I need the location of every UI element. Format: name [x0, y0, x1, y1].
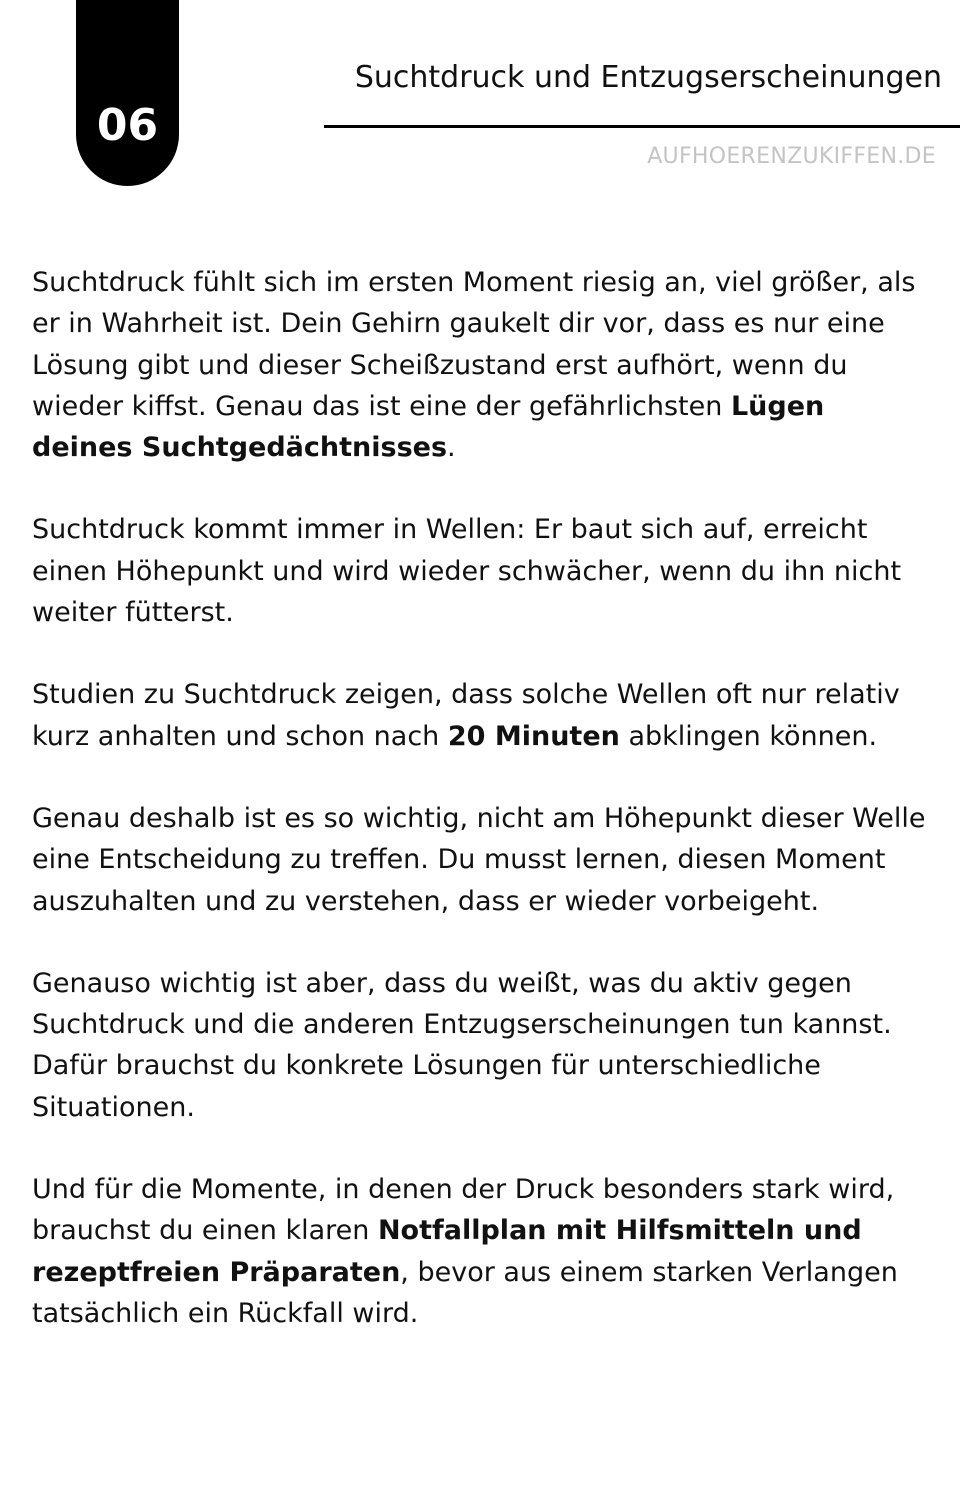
article-body	[32, 262, 932, 1375]
paragraph-text: , bevor aus einem starken Verlangen tatsächlich ein Rückfall wird.	[32, 1256, 898, 1329]
paragraph	[32, 509, 932, 633]
paragraph	[32, 963, 932, 1128]
paragraph	[32, 674, 932, 757]
paragraph-text: Suchtdruck kommt immer in Wellen: Er baut sich auf, erreicht einen Höhepunkt und wird wieder schwächer, wenn du ihn nicht weiter fütterst.	[32, 514, 902, 629]
paragraph-text: abklingen können.	[619, 720, 878, 752]
paragraph-text: .	[447, 432, 456, 464]
paragraph	[32, 798, 932, 922]
page-title: Suchtdruck und Entzugserscheinungen	[354, 60, 942, 95]
paragraph-text: Und für die Momente, in denen der Druck besonders stark wird, brauchst du einen klaren	[32, 1174, 895, 1247]
site-url: AUFHOERENZUKIFFEN.DE	[647, 144, 936, 169]
paragraph-text: Suchtdruck fühlt sich im ersten Moment riesig an, viel größer, als er in Wahrheit ist. Dein Gehirn gaukelt dir vor, dass es nur eine Lösung gibt und dieser Scheißzustand erst aufhört, wenn du wieder kiffst. Genau das ist eine der gefährlichsten	[32, 267, 916, 422]
emphasis-text: 20 Minuten	[447, 720, 620, 752]
emphasis-text: Notfallplan mit Hilfsmitteln und rezeptfreien Präparaten	[32, 1215, 862, 1288]
paragraph-text: Genauso wichtig ist aber, dass du weißt, was du aktiv gegen Suchtdruck und die anderen Entzugserscheinungen tun kannst. Dafür brauchst du konkrete Lösungen für unterschiedliche Situationen.	[32, 967, 892, 1123]
paragraph	[32, 1169, 932, 1334]
paragraph-text: Genau deshalb ist es so wichtig, nicht am Höhepunkt dieser Welle eine Entscheidung zu treffen. Du musst lernen, diesen Moment auszuhalten und zu verstehen, dass er wieder vorbeigeht.	[32, 802, 926, 917]
paragraph	[32, 262, 932, 468]
chapter-badge	[76, 0, 179, 186]
emphasis-text: Lügen deines Suchtgedächtnisses	[32, 390, 825, 464]
paragraph-text: Studien zu Suchtdruck zeigen, dass solche Wellen oft nur relativ kurz anhalten und schon nach	[32, 679, 900, 752]
chapter-number: 06	[96, 100, 159, 151]
title-divider	[324, 125, 960, 128]
